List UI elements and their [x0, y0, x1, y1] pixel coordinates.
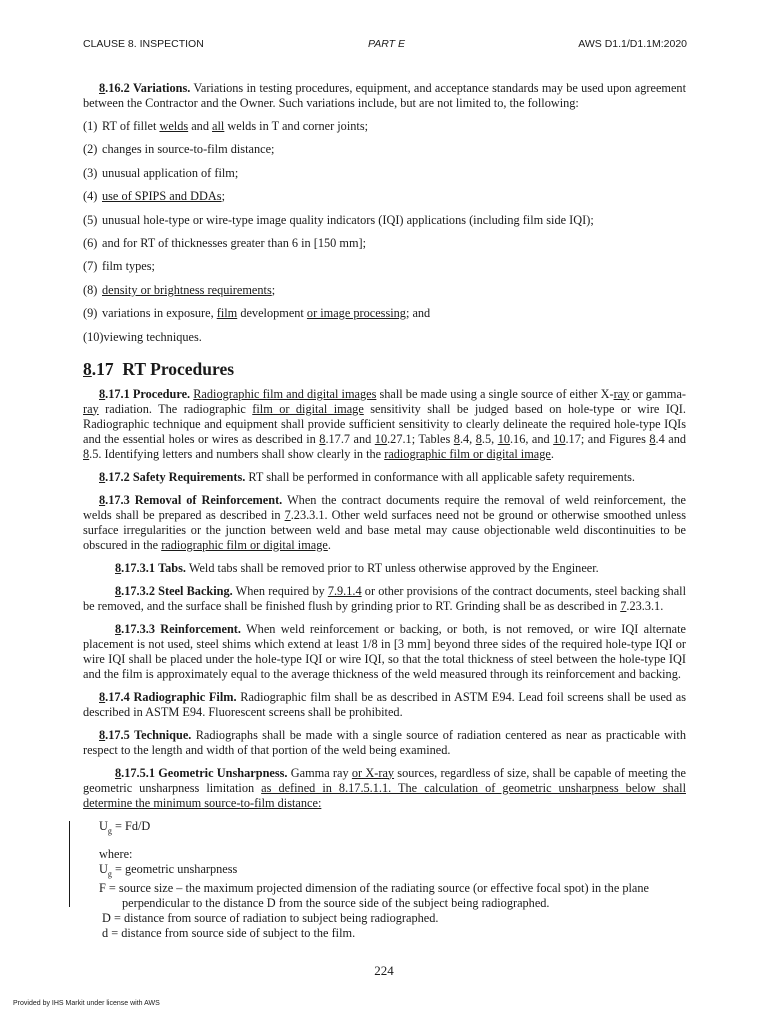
clause-8-17-1: 8.17.1 Procedure. Radiographic film and digital images shall be made using a single source of either X-ray or gamma-ray radiation. The radiographic film or digital image sensitivity shall be judged based on hole-type or wire IQI. Radiographic technique and equipment shall provide sufficient sensitivity to clearly delineate the required hole-type IQIs and the essential holes or wires as described in 8.17.7 and 10.27.1; Tables 8.4, 8.5, 10.16, and 10.17; and Figures 8.4 and 8.5. Identifying letters and numbers shall show clearly in the radiographic film or digital image.	[83, 386, 687, 461]
equation-where: where:	[99, 846, 133, 861]
list-item: (10) viewing techniques.	[83, 329, 202, 344]
clause-title: Tabs.	[158, 560, 186, 575]
clause-8-17-3: 8.17.3 Removal of Reinforcement. When the contract documents require the removal of weld reinforcement, the welds shall be prepared as described in 7.23.3.1. Other weld surfaces need not be ground or otherwise smoothed unless surface irregularities or the junction between weld and base metal may cause objectionable weld discontinuities to be obscured in the radiographic film or digital image.	[83, 492, 686, 552]
clause-number: 8.17.2	[99, 469, 130, 484]
running-header-part: PART E	[368, 38, 405, 50]
clause-8-17-3-3: 8.17.3.3 Reinforcement. When weld reinforcement or backing, or both, is not removed, or wire IQI alternate placement is not used, steel shims which extend at least 1/8 in [3 mm] beyond three sides of the required hole-type IQI or wire IQI shall be placed under the hole-type IQI or wire IQI, so that the total thickness of steel between the hole-type IQI and the film is approximately equal to the average thickness of the weld measured through its reinforcement and backing.	[83, 621, 686, 681]
clause-number: 8.17.5	[99, 727, 130, 742]
clause-title: Geometric Unsharpness.	[158, 765, 288, 780]
running-header-standard: AWS D1.1/D1.1M:2020	[578, 38, 687, 50]
clause-title: Steel Backing.	[158, 583, 233, 598]
clause-8-17-3-1: 8.17.3.1 Tabs. Weld tabs shall be removed prior to RT unless otherwise approved by the Engineer.	[115, 560, 599, 575]
clause-8-17-4: 8.17.4 Radiographic Film. Radiographic film shall be as described in ASTM E94. Lead foil screens shall be used as described in ASTM E94. Fluorescent screens shall be prohibited.	[83, 689, 687, 719]
equation-def-f: F = source size – the maximum projected dimension of the radiating source (or effective focal spot) in the plane perpendicular to the distance D from the source side of the subject being radiographed.	[99, 881, 649, 911]
clause-title: Reinforcement.	[160, 621, 241, 636]
list-item: (8) density or brightness requirements;	[83, 282, 276, 297]
license-footer: Provided by IHS Markit under license with AWS	[13, 1000, 160, 1007]
equation-def-ug: $U_g$ = geometric unsharpness	[99, 861, 238, 879]
running-header-clause: CLAUSE 8. INSPECTION	[83, 38, 204, 50]
page-body	[83, 81, 686, 941]
clause-8-16-2: 8.16.2 Variations. Variations in testing procedures, equipment, and acceptance standards may be used upon agreement between the Contractor and the Owner. Such variations include, but are not limited to, the following:	[83, 81, 687, 110]
page-number: 224	[374, 963, 394, 978]
list-item: (2) changes in source-to-film distance;	[83, 142, 275, 157]
clause-8-17-2: 8.17.2 Safety Requirements. RT shall be performed in conformance with all applicable safety requirements.	[99, 469, 635, 484]
clause-title: Variations.	[133, 81, 191, 95]
list-item: (1) RT of fillet welds and all welds in T and corner joints;	[83, 119, 369, 133]
section-heading-8-17: 8.17 RT Procedures	[83, 358, 235, 379]
clause-title: Procedure.	[132, 386, 191, 401]
clause-number: 8.17.3.3	[115, 621, 155, 636]
geometric-unsharpness-equation	[83, 819, 686, 942]
list-item: (7) film types;	[83, 259, 155, 274]
clause-title: Technique.	[134, 727, 192, 742]
clause-number: 8.17.3.2	[115, 583, 155, 598]
clause-title: Safety Requirements.	[132, 469, 246, 484]
equation-def-big-d: D = distance from source of radiation to subject being radiographed.	[102, 911, 439, 926]
clause-number: 8.17.5.1	[115, 765, 155, 780]
list-item: (3) unusual application of film;	[83, 165, 239, 180]
clause-number: 8.17.3.1	[115, 560, 155, 575]
clause-8-17-3-2: 8.17.3.2 Steel Backing. When required by 7.9.1.4 or other provisions of the contract documents, steel backing shall be removed, and the surface shall be finished flush by grinding prior to RT. Grinding shall be as described in 7.23.3.1.	[83, 583, 686, 613]
clause-number: 8.17.1	[99, 386, 130, 401]
clause-number: 8.17.4	[99, 689, 130, 704]
equation-formula: $U_g = Fd/D$	[99, 818, 151, 835]
clause-title: Removal of Reinforcement.	[134, 492, 283, 507]
change-bar	[69, 821, 70, 907]
variations-list	[83, 119, 686, 345]
clause-8-17-5: 8.17.5 Technique. Radiographs shall be made with a single source of radiation centered as near as practicable with respect to the length and width of that portion of the weld being examined.	[83, 727, 686, 757]
clause-number: 8.16.2	[99, 81, 130, 95]
list-item: (6) and for RT of thicknesses greater than 6 in [150 mm];	[83, 235, 367, 250]
list-item: (5) unusual hole-type or wire-type image quality indicators (IQI) applications (including film side IQI);	[83, 212, 594, 227]
equation-def-small-d: d = distance from source side of subject to the film.	[102, 926, 356, 941]
list-item: (9) variations in exposure, film development or image processing; and	[83, 306, 431, 321]
clause-number: 8.17.3	[99, 492, 130, 507]
clause-title: Radiographic Film.	[133, 689, 237, 704]
list-item: (4) use of SPIPS and DDAs;	[83, 189, 225, 204]
clause-8-17-5-1: 8.17.5.1 Geometric Unsharpness. Gamma ray or X-ray sources, regardless of size, shall be capable of meeting the geometric unsharpness limitation as defined in 8.17.5.1.1. The calculation of geometric unsharpness below shall determine the minimum source-to-film distance:	[83, 765, 687, 810]
